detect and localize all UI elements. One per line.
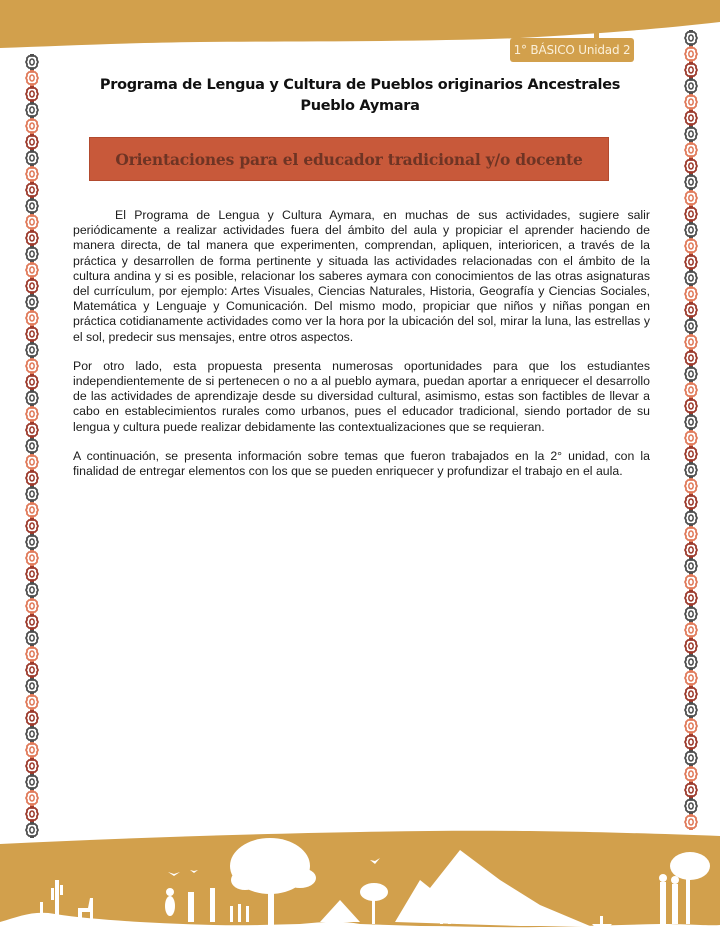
flower-motif-icon <box>24 150 40 166</box>
page-title <box>0 75 720 117</box>
flower-motif-icon <box>683 574 699 590</box>
title-line-1: Programa de Lengua y Cultura de Pueblos originarios Ancestrales <box>99 77 621 93</box>
paragraph-3: A continuación, se presenta información sobre temas que fueron trabajados en la 2° unidad, con la finalidad de entregar elementos con los que se pueden enriquecer y profundizar el trabajo en el aula. <box>73 448 650 479</box>
flower-motif-icon <box>24 454 40 470</box>
flower-motif-icon <box>24 326 40 342</box>
flower-motif-icon <box>683 126 699 142</box>
flower-motif-icon <box>24 758 40 774</box>
flower-motif-icon <box>683 606 699 622</box>
unit-badge: 1° BÁSICO Unidad 2 <box>510 38 634 62</box>
flower-motif-icon <box>683 750 699 766</box>
flower-motif-icon <box>24 470 40 486</box>
flower-motif-icon <box>683 142 699 158</box>
flower-motif-icon <box>24 502 40 518</box>
flower-motif-icon <box>24 662 40 678</box>
flower-motif-icon <box>24 294 40 310</box>
flower-motif-icon <box>24 774 40 790</box>
flower-motif-icon <box>24 678 40 694</box>
flower-motif-icon <box>683 558 699 574</box>
flower-motif-icon <box>683 190 699 206</box>
flower-motif-icon <box>683 638 699 654</box>
flower-motif-icon <box>683 462 699 478</box>
flower-motif-icon <box>683 398 699 414</box>
flower-motif-icon <box>24 166 40 182</box>
flower-motif-icon <box>24 182 40 198</box>
flower-motif-icon <box>683 478 699 494</box>
flower-motif-icon <box>24 230 40 246</box>
flower-motif-icon <box>683 510 699 526</box>
flower-motif-icon <box>683 814 699 830</box>
flower-motif-icon <box>683 670 699 686</box>
flower-motif-icon <box>24 550 40 566</box>
flower-motif-icon <box>683 206 699 222</box>
flower-motif-icon <box>683 686 699 702</box>
flower-motif-icon <box>24 374 40 390</box>
flower-motif-icon <box>683 158 699 174</box>
flower-motif-icon <box>24 646 40 662</box>
flower-motif-icon <box>683 654 699 670</box>
body-text <box>73 208 650 493</box>
flower-motif-icon <box>683 446 699 462</box>
left-border-pattern <box>24 54 40 838</box>
flower-motif-icon <box>24 390 40 406</box>
flower-motif-icon <box>683 222 699 238</box>
flower-motif-icon <box>683 542 699 558</box>
flower-motif-icon <box>683 174 699 190</box>
flower-motif-icon <box>683 334 699 350</box>
flower-motif-icon <box>683 366 699 382</box>
flower-motif-icon <box>683 238 699 254</box>
flower-motif-icon <box>683 30 699 46</box>
flower-motif-icon <box>24 614 40 630</box>
flower-motif-icon <box>24 278 40 294</box>
flower-motif-icon <box>24 566 40 582</box>
title-line-2: Pueblo Aymara <box>300 98 420 114</box>
flower-motif-icon <box>683 46 699 62</box>
paragraph-2: Por otro lado, esta propuesta presenta numerosas oportunidades para que los estudiantes independientemente de si pertenecen o no a al pueblo aymara, puedan aportar a enriquecer el desarrollo de las actividades de aprendizaje desde su diversidad cultural, asimismo, estas son factibles de llevar a cabo en establecimientos rurales como urbanos, pues el educador tradicional, siendo portador de su lengua y cultura puede realizar debidamente las contextualizaciones que se requieran. <box>73 358 650 434</box>
flower-motif-icon <box>683 270 699 286</box>
flower-motif-icon <box>683 414 699 430</box>
flower-motif-icon <box>24 214 40 230</box>
flower-motif-icon <box>683 254 699 270</box>
flower-motif-icon <box>24 198 40 214</box>
flower-motif-icon <box>683 430 699 446</box>
flower-motif-icon <box>24 422 40 438</box>
flower-motif-icon <box>24 118 40 134</box>
flower-motif-icon <box>24 246 40 262</box>
flower-motif-icon <box>24 486 40 502</box>
flower-motif-icon <box>683 718 699 734</box>
flower-motif-icon <box>683 350 699 366</box>
flower-motif-icon <box>24 790 40 806</box>
flower-motif-icon <box>24 54 40 70</box>
flower-motif-icon <box>24 710 40 726</box>
flower-motif-icon <box>683 382 699 398</box>
flower-motif-icon <box>683 734 699 750</box>
flower-motif-icon <box>24 518 40 534</box>
flower-motif-icon <box>24 342 40 358</box>
flower-motif-icon <box>24 406 40 422</box>
flower-motif-icon <box>683 494 699 510</box>
flower-motif-icon <box>24 262 40 278</box>
flower-motif-icon <box>683 766 699 782</box>
flower-motif-icon <box>24 310 40 326</box>
flower-motif-icon <box>683 526 699 542</box>
flower-motif-icon <box>683 302 699 318</box>
flower-motif-icon <box>24 742 40 758</box>
flower-motif-icon <box>24 630 40 646</box>
flower-motif-icon <box>24 438 40 454</box>
flower-motif-icon <box>24 582 40 598</box>
flower-motif-icon <box>24 726 40 742</box>
flower-motif-icon <box>683 318 699 334</box>
flower-motif-icon <box>683 782 699 798</box>
flower-motif-icon <box>24 806 40 822</box>
paragraph-1: El Programa de Lengua y Cultura Aymara, en muchas de sus actividades, sugiere salir periódicamente a realizar actividades fuera del ámbito del aula y propiciar el aprender haciendo de manera directa, de tal manera que experimenten, comprendan, apliquen, interioricen, a través de la práctica y desarrollen de forma pertinente y situada las actividades relacionadas con el ámbito de la cultura andina y si es posible, relacionar los saberes aymara con conocimientos de las otras asignaturas del currículum, por ejemplo: Artes Visuales, Ciencias Naturales, Historia, Geografía y Ciencias Sociales, Matemática y Lenguaje y Comunicación. Del mismo modo, propiciar que niños y niñas pongan en práctica cotidianamente actividades como ver la hora por la ubicación del sol, mirar la luna, las estrellas y el sol, predecir sus mensajes, entre otros aspectos. <box>73 208 650 344</box>
flower-motif-icon <box>24 598 40 614</box>
flower-motif-icon <box>683 590 699 606</box>
flower-motif-icon <box>24 534 40 550</box>
flower-motif-icon <box>24 694 40 710</box>
flower-motif-icon <box>24 134 40 150</box>
section-heading: Orientaciones para el educador tradicional y/o docente <box>115 149 583 169</box>
flower-motif-icon <box>683 622 699 638</box>
flower-motif-icon <box>683 798 699 814</box>
right-border-pattern <box>683 30 699 830</box>
flower-motif-icon <box>683 702 699 718</box>
andean-landscape-icon <box>0 830 720 932</box>
flower-motif-icon <box>683 286 699 302</box>
flower-motif-icon <box>24 358 40 374</box>
section-heading-bar <box>89 137 609 181</box>
